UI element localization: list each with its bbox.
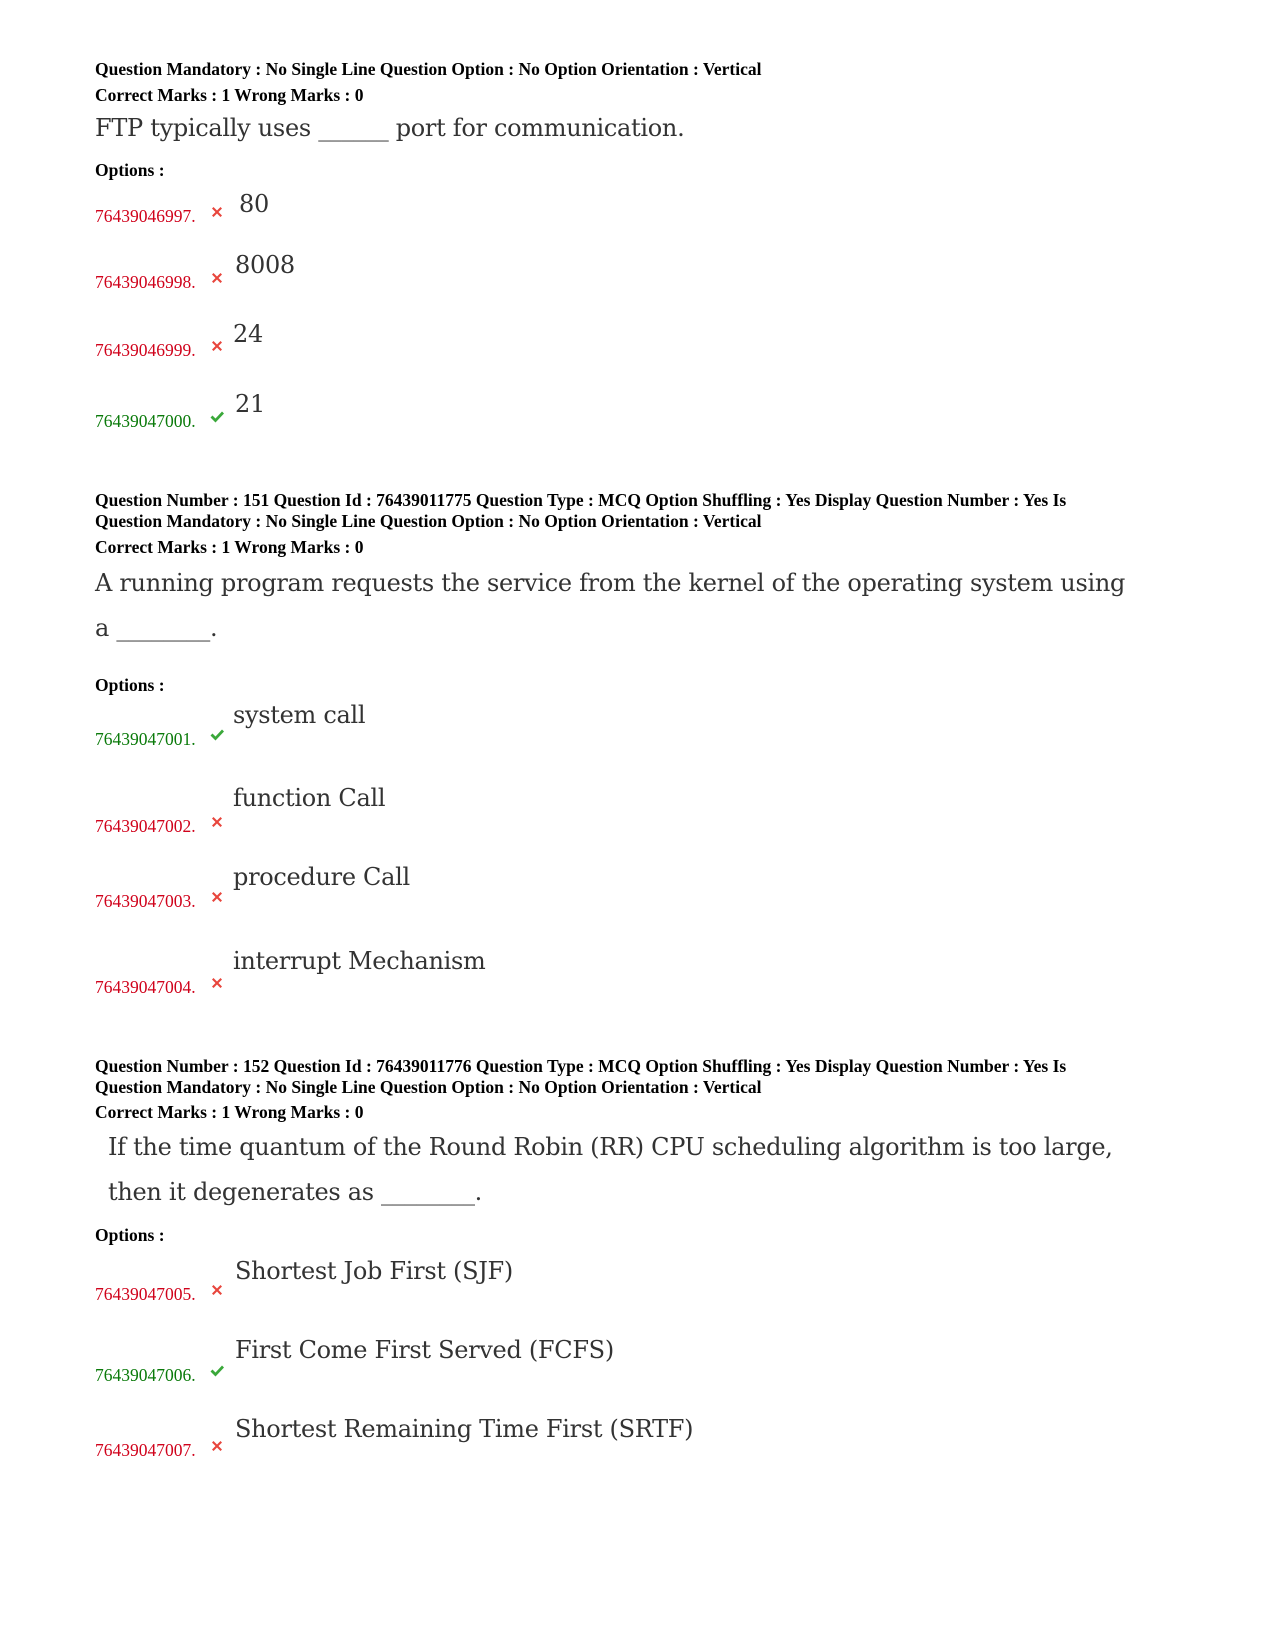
cross-icon [209,270,225,286]
option-id: 76439046999. [95,340,196,360]
option-id: 76439047005. [95,1284,196,1304]
option-id: 76439047001. [95,729,196,749]
q151-question-line1: A running program requests the service from the kernel of the operating system using [95,569,1126,597]
option-text: 21 [235,390,265,418]
option-id: 76439047000. [95,411,196,431]
q152-meta-line1: Question Number : 152 Question Id : 76439011776 Question Type : MCQ Option Shuffling : Yes Display Question Number : Yes Is [95,1056,1067,1076]
check-icon [209,1363,225,1379]
cross-icon [209,1438,225,1454]
q152-options-label: Options : [95,1225,165,1245]
option-id: 76439047002. [95,816,196,836]
q150-options-label: Options : [95,160,165,180]
option-text: 80 [239,190,269,218]
q152-meta-line3: Correct Marks : 1 Wrong Marks : 0 [95,1102,364,1122]
option-id: 76439046998. [95,272,196,292]
cross-icon [209,889,225,905]
q151-meta-line3: Correct Marks : 1 Wrong Marks : 0 [95,537,364,557]
option-id: 76439047003. [95,891,196,911]
option-id: 76439046997. [95,206,196,226]
cross-icon [209,338,225,354]
option-text: Shortest Remaining Time First (SRTF) [235,1415,694,1443]
option-id: 76439047007. [95,1440,196,1460]
check-icon [209,409,225,425]
option-id: 76439047004. [95,977,196,997]
q151-meta-line2: Question Mandatory : No Single Line Question Option : No Option Orientation : Vertical [95,511,762,531]
q152-question-line2: then it degenerates as ________. [108,1178,482,1206]
q151-question-line2: a ________. [95,614,218,642]
option-text: First Come First Served (FCFS) [235,1336,614,1364]
cross-icon [209,975,225,991]
option-text: 8008 [235,251,295,279]
q151-meta-line1: Question Number : 151 Question Id : 76439011775 Question Type : MCQ Option Shuffling : Yes Display Question Number : Yes Is [95,490,1067,510]
option-id: 76439047006. [95,1365,196,1385]
option-text: function Call [233,784,386,812]
option-text: procedure Call [233,863,410,891]
cross-icon [209,814,225,830]
option-text: 24 [233,320,263,348]
q152-question-line1: If the time quantum of the Round Robin (RR) CPU scheduling algorithm is too large, [108,1133,1113,1161]
option-text: Shortest Job First (SJF) [235,1257,513,1285]
q150-meta-line3: Correct Marks : 1 Wrong Marks : 0 [95,85,364,105]
q151-options-label: Options : [95,675,165,695]
q150-meta-line2: Question Mandatory : No Single Line Question Option : No Option Orientation : Vertical [95,59,762,79]
q152-meta-line2: Question Mandatory : No Single Line Question Option : No Option Orientation : Vertical [95,1077,762,1097]
cross-icon [209,204,225,220]
q150-question-text: FTP typically uses ______ port for communication. [95,114,685,142]
cross-icon [209,1282,225,1298]
option-text: system call [233,701,366,729]
check-icon [209,727,225,743]
option-text: interrupt Mechanism [233,947,486,975]
